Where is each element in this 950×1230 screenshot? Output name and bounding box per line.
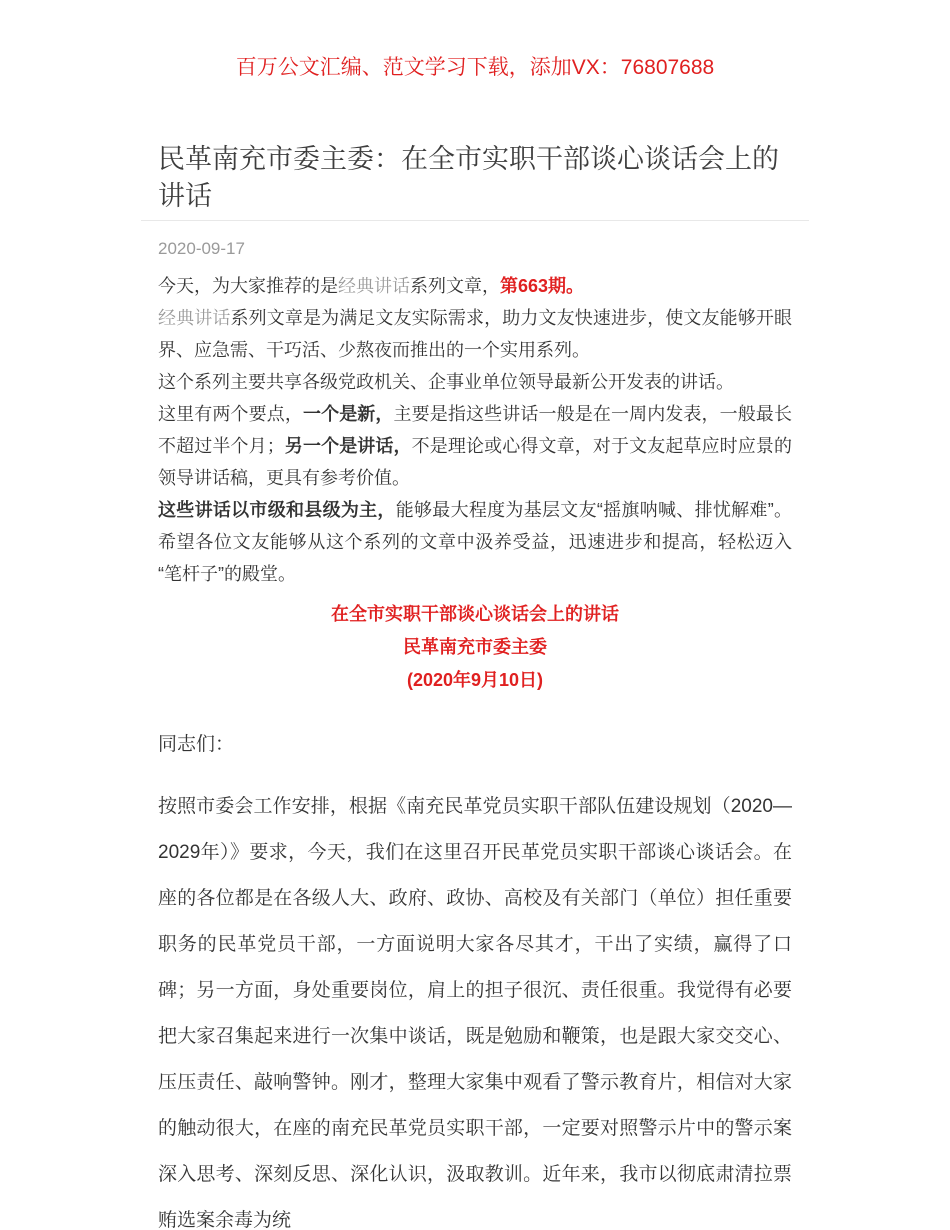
intro-paragraph-3: 这个系列主要共享各级党政机关、企事业单位领导最新公开发表的讲话。	[158, 372, 734, 392]
series-name: 经典讲话	[158, 308, 231, 328]
speech-body-paragraph: 按照市委会工作安排，根据《南充民革党员实职干部队伍建设规划（2020—2029年）》要求，今天，我们在这里召开民革党员实职干部谈心谈话会。在座的各位都是在各级人大、政府、政协、高校及有关部门（单位）担任重要职务的民革党员干部，一方面说明大家各尽其才，干出了实绩，赢得了口碑；另一方面，身处重要岗位，肩上的担子很沉、责任很重。我觉得有必要把大家召集起来进行一次集中谈话，既是勉励和鞭策，也是跟大家交交心、压压责任、敲响警钟。刚才，整理大家集中观看了警示教育片，相信对大家的触动很大，在座的南充民革党员实职干部，一定要对照警示片中的警示案深入思考、深刻反思、深化认识，汲取教训。近年来，我市以彻底肃清拉票贿选案余毒为统	[158, 796, 792, 1230]
speech-heading-block	[141, 598, 809, 697]
speech-date: (2020年9月10日)	[406, 670, 544, 690]
title-divider	[141, 220, 809, 221]
intro-p4-mid: 主要是指这些讲话一般是在一周内发表，一般最长不超过半个月；	[158, 404, 793, 456]
intro-p2-rest: 系列文章是为满足文友实际需求，助力文友快速进步，使文友能够开眼界、应急需、干巧活、少熬夜而推出的一个实用系列。	[158, 308, 793, 360]
intro-p4-post: 不是理论或心得文章，对于文友起草应时应景的领导讲话稿，更具有参考价值。	[158, 436, 793, 488]
intro-paragraph-4	[158, 398, 792, 494]
key-point-speech: 另一个是讲话，	[284, 436, 412, 456]
intro-p1-pre: 今天，为大家推荐的是	[158, 276, 338, 296]
series-name: 经典讲话	[338, 276, 410, 296]
intro-paragraph-5	[158, 494, 792, 590]
promo-notice: 百万公文汇编、范文学习下载，添加VX：76807688	[235, 56, 715, 79]
issue-number: 第663期。	[500, 276, 585, 296]
key-point-new: 一个是新，	[302, 404, 394, 424]
salutation: 同志们：	[158, 734, 235, 755]
intro-section	[141, 270, 809, 590]
article	[141, 141, 809, 1230]
intro-paragraph-2	[158, 302, 792, 366]
intro-p4-pre: 这里有两个要点，	[158, 404, 303, 424]
speech-author: 民革南充市委主委	[403, 637, 547, 657]
key-point-level: 这些讲话以市级和县级为主，	[158, 500, 396, 520]
intro-p5-rest: 能够最大程度为基层文友“摇旗呐喊、排忧解难”。希望各位文友能够从这个系列的文章中汲养受益，迅速进步和提高，轻松迈入“笔杆子”的殿堂。	[158, 500, 792, 584]
publish-date: 2020-09-17	[158, 239, 245, 258]
intro-p1-mid: 系列文章，	[410, 276, 500, 296]
speech-title: 在全市实职干部谈心谈话会上的讲话	[331, 604, 619, 624]
article-title: 民革南充市委主委：在全市实职干部谈心谈话会上的讲话	[158, 144, 779, 211]
intro-paragraph-1	[158, 270, 792, 302]
